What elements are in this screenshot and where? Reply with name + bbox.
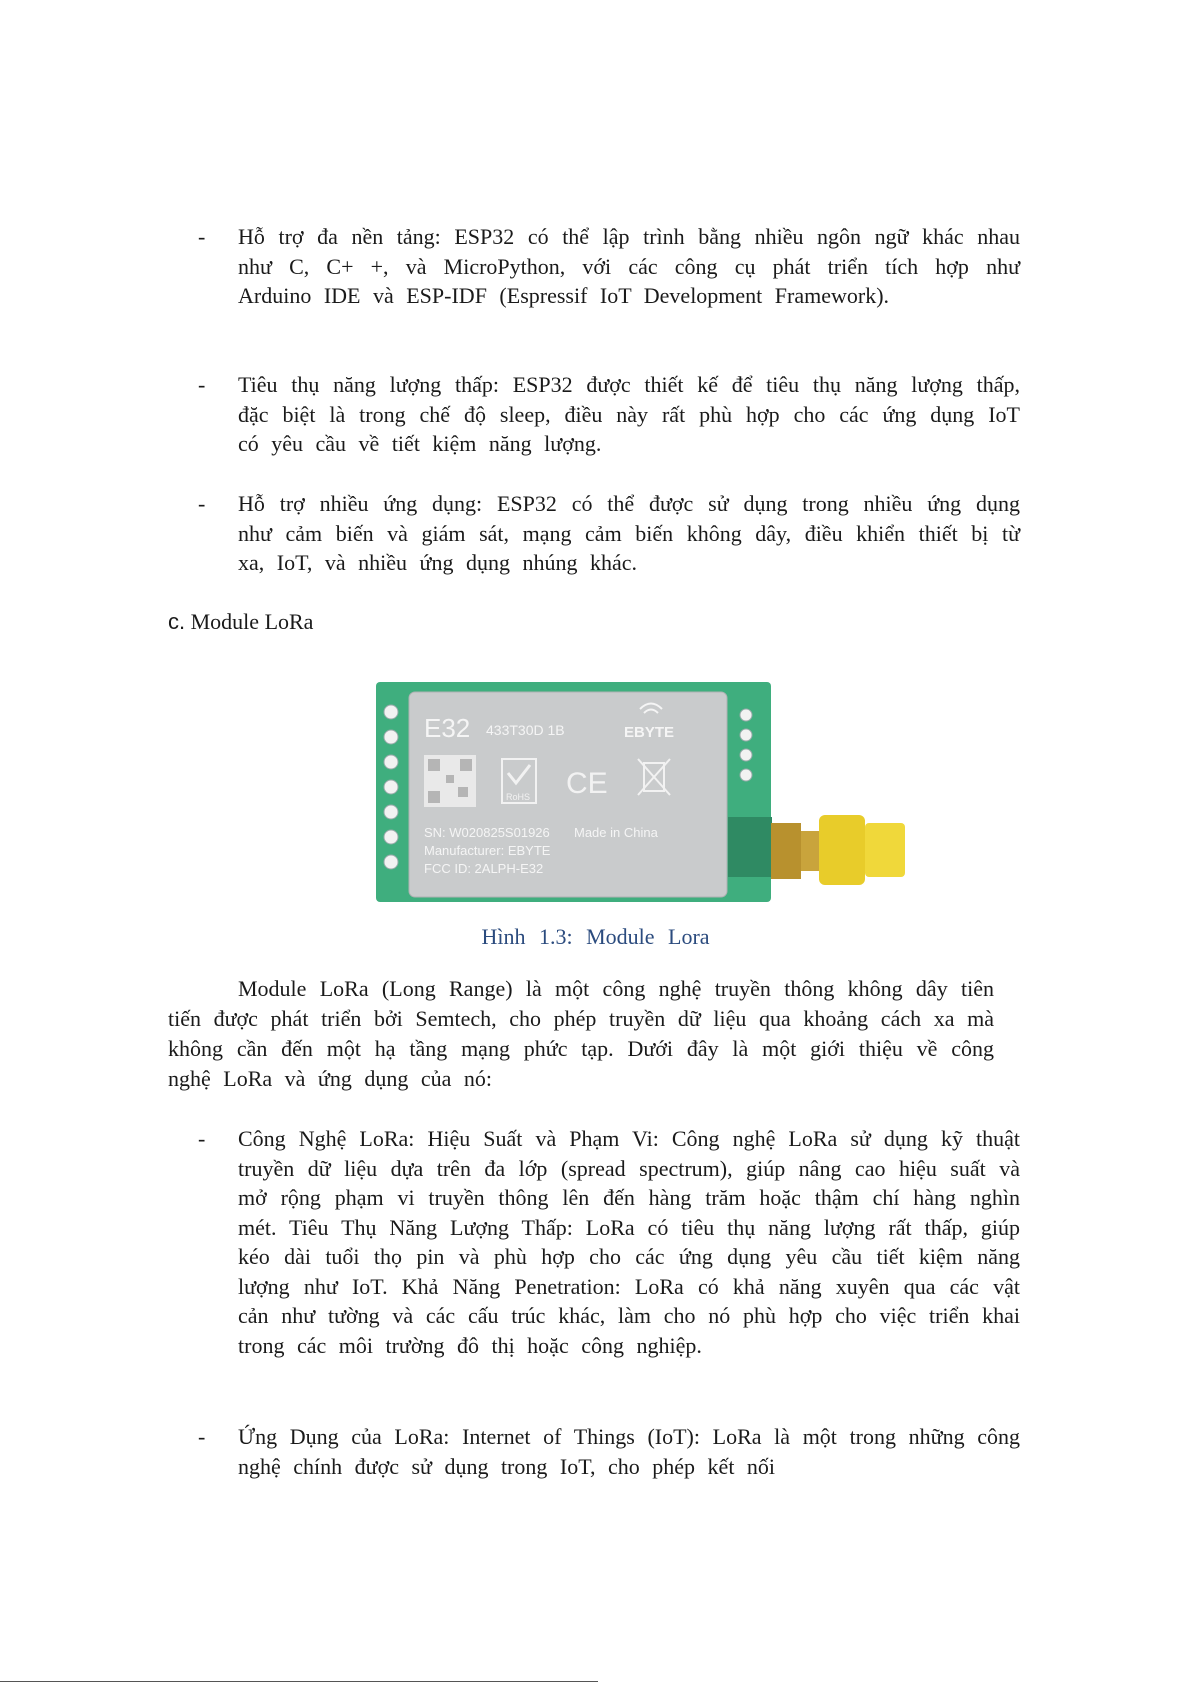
bullet-text: Ứng Dụng của LoRa: Internet of Things (IoT): LoRa là một trong những công nghệ chính được sử dụng trong IoT, cho phép kết nối: [238, 1424, 1020, 1479]
figure-caption: Hình 1.3: Module Lora: [481, 924, 710, 949]
bullet-dash: -: [198, 224, 206, 249]
bullet-dash: -: [198, 1424, 206, 1449]
lora-module-photo: [376, 655, 911, 920]
connector-base: [728, 817, 772, 877]
bullet-low-power: [198, 370, 1020, 459]
section-letter: c.: [168, 609, 186, 634]
antenna-cap: [819, 815, 865, 885]
section-heading: [168, 607, 313, 637]
brand-label: EBYTE: [624, 724, 675, 741]
bullet-text: Công Nghệ LoRa: Hiệu Suất và Phạm Vi: Công nghệ LoRa sử dụng kỹ thuật truyền dữ liệu dựa trên đa lớp (spread spectrum), giúp nâng cao hiệu suất và mở rộng phạm vi truyền thông lên đến hàng trăm hoặc thậm chí hàng nghìn mét. Tiêu Thụ Năng Lượng Thấp: LoRa có tiêu thụ năng lượng rất thấp, giúp kéo dài tuổi thọ pin và phù hợp cho các ứng dụng yêu cầu tiết kiệm năng lượng như IoT. Khả Năng Penetration: LoRa có khả năng xuyên qua các vật cản như tường và các cấu trúc khác, làm cho nó phù hợp cho việc triển khai trong các môi trường đô thị hoặc công nghiệp.: [238, 1126, 1020, 1358]
bullet-applications: [198, 489, 1020, 578]
made-in-label: Made in China: [574, 825, 658, 840]
footnote-rule: [0, 1681, 598, 1682]
section-title: Module LoRa: [190, 609, 314, 634]
bullet-lora-apps: [198, 1422, 1020, 1481]
ce-mark: CE: [566, 767, 608, 800]
rohs-label: RoHS: [506, 792, 531, 802]
bullet-dash: -: [198, 1126, 206, 1151]
bullet-text: Tiêu thụ năng lượng thấp: ESP32 được thiết kế để tiêu thụ năng lượng thấp, đặc biệt là trong chế độ sleep, điều này rất phù hợp cho các ứng dụng IoT có yêu cầu về tiết kiệm năng lượng.: [238, 372, 1020, 456]
bullet-dash: -: [198, 491, 206, 516]
intro-paragraph: Module LoRa (Long Range) là một công nghệ truyền thông không dây tiên tiến được phát triển bởi Semtech, cho phép truyền dữ liệu qua khoảng cách xa mà không cần đến một hạ tầng mạng phức tạp. Dưới đây là một giới thiệu về công nghệ LoRa và ứng dụng của nó:: [168, 976, 994, 1091]
manufacturer-label: Manufacturer: EBYTE: [424, 843, 551, 858]
bullet-multiplatform: [198, 222, 1020, 311]
serial-label: SN: W020825S01926: [424, 825, 550, 840]
fcc-label: FCC ID: 2ALPH-E32: [424, 861, 544, 876]
bullet-text: Hỗ trợ nhiều ứng dụng: ESP32 có thể được sử dụng trong nhiều ứng dụng như cảm biến và giám sát, mạng cảm biến không dây, điều khiển thiết bị từ xa, IoT, và nhiều ứng dụng nhúng khác.: [238, 491, 1020, 575]
model-label: E32: [424, 713, 471, 743]
bullet-text: Hỗ trợ đa nền tảng: ESP32 có thể lập trình bằng nhiều ngôn ngữ khác nhau như C, C+ +, và MicroPython, với các công cụ phát triển tích hợp như Arduino IDE và ESP-IDF (Espressif IoT Development Framework).: [238, 224, 1020, 308]
sma-nut: [771, 823, 801, 879]
part-label: 433T30D 1B: [486, 722, 565, 738]
bullet-lora-tech: [198, 1124, 1020, 1360]
bullet-dash: -: [198, 372, 206, 397]
